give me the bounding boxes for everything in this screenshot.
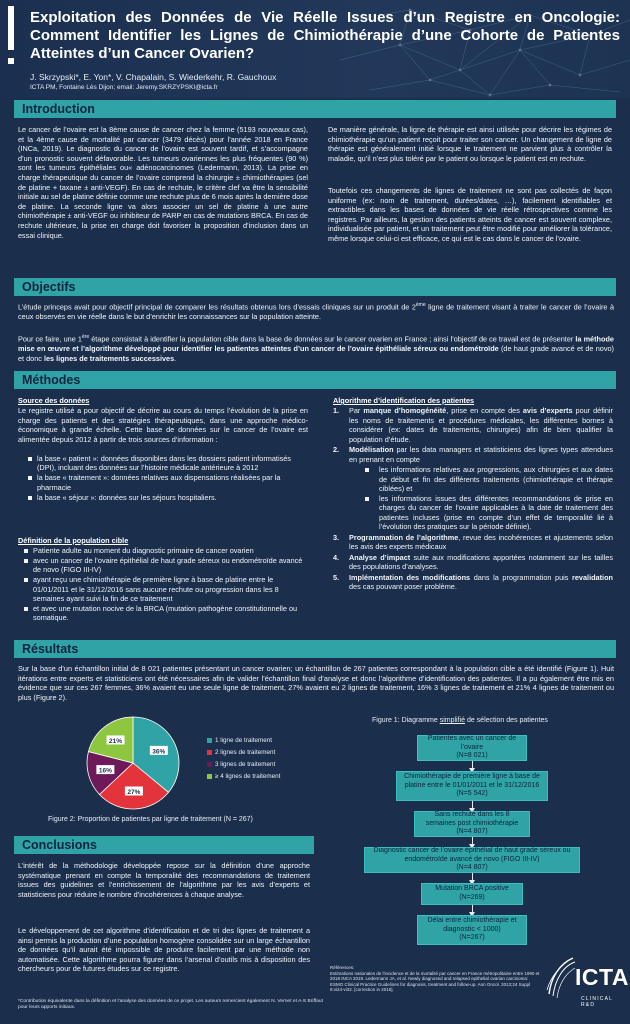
list-item: la base « patient »: données disponibles dans les dossiers patient informatisés (DPI), incluant des données sur l’histoire médicale antérieure à 2012	[26, 454, 306, 473]
source-list	[26, 454, 306, 503]
pie-chart-svg	[78, 708, 188, 818]
legend-item: 3 lignes de traitement	[207, 759, 280, 771]
footnote: *Contribution équivalente dans la définition et l’analyse des données de ce projet. Les auteurs remercient également N. Vernet et A-S Briffaut pour leurs apports initiaux.	[18, 999, 323, 1011]
population-title: Définition de la population cible	[18, 536, 129, 545]
logo-tagline: CLINICAL R&D	[581, 996, 613, 1008]
population-list	[22, 546, 306, 623]
intro-left-text: Le cancer de l’ovaire est la 8ème cause de cancer chez la femme (5193 nouveaux cas), et la 4ème cause de mortalité par cancer (3479 décès) pour l’année 2018 en France (INCa, 2019). Le diagnostic du cancer de l’ovaire est souvent tardif, et s’accompagne d’un pronostic souvent défavorable. Les tumeurs ovariennes les plus fréquentes (90 %) sont les tumeurs épithéliales ou« adénocarcinomes (Ledermann, 2013). La prise en charge thérapeutique du cancer de l’ovaire comprend la chirurgie ± chimiothérapies (sel de platine + taxane ± anti-VEGF). En cas de rechute, le critère clef va être la sensibilité initiale au sel de platine définie comme une rechute plus de 6 mois après la dernière dose de platine. La seconde ligne va alors associer un sel de platine à une autre chimiothérapie ± anti-VEGF ou inhibiteur de PARP en cas de mutations BRCA. En cas de rechute ultérieure, la prise en charge doit favoriser la proposition d’inclusion dans un essai clinique.	[18, 125, 308, 240]
pie-legend	[207, 735, 280, 783]
exclamation-icon	[6, 6, 16, 66]
arrow-down-icon	[472, 761, 473, 769]
resultats-text: Sur la base d’un échantillon initial de 8 021 patientes présentant un cancer ovarien; un échantillon de 267 patientes correspondant à la population cible a été identifié (Figure 1). Huit itérations entre experts et statisticiens ont été nécessaires afin de valider l’échantillon final d’analyse et donc l’algorithme d’identification des patientes. Il a pu également être mis en évidence que sur ces 267 femmes, 36% avaient eu une seule ligne de traitement, 27% avaient eu 2 lignes de traitement, 16% 3 lignes de traitement et 21% 4 lignes de traitement ou plus (Figure 2).	[18, 664, 614, 702]
list-item: la base « traitement »: données relatives aux dispensations réalisées par la pharmacie	[26, 473, 306, 492]
list-item: 5. Implémentation des modifications dans la programmation puis revalidation des cas pouvant poser problème.	[333, 572, 613, 591]
flow-box-4: Diagnostic cancer de l’ovaire épithélial de haut grade séreux ou endométroïde avancé de novo (FIGO III-IV) (N=4 807)	[364, 847, 580, 873]
section-resultats: Résultats	[14, 640, 616, 658]
figure-1-caption: Figure 1: Diagramme simplifié de sélection des patientes	[372, 717, 548, 724]
objectifs-paragraph-1: L’étude princeps avait pour objectif principal de comparer les résultats obtenus lors d’essais cliniques sur un produit de 2ème ligne de traitement visant à traiter le cancer de l’ovaire à ceux observés en vie réelle dans le but d’enrichir les connaissances sur la population atteinte.	[18, 302, 615, 322]
legend-swatch	[207, 750, 212, 755]
arrow-down-icon	[472, 837, 473, 845]
list-item: les informations issues des différentes recommandations de prise en charges du cancer de l’ovaire applicables à la date de traitement des patientes incluses (prise en compte d’un effet de temporalité lié à l’évolution des pratiques sur la période définie).	[363, 494, 613, 532]
poster-title: Exploitation des Données de Vie Réelle Issues d’un Registre en Oncologie: Comment Identifier les Lignes de Chimiothérapie d’une Cohorte de Patientes Atteintes d’un Cancer Ovarien?	[30, 9, 620, 62]
pie-data-label: 21%	[109, 737, 123, 745]
section-methodes: Méthodes	[14, 371, 616, 389]
flow-box-2: Chimiothérapie de première ligne à base de platine entre le 01/01/2011 et le 31/12/2016 (N=5 542)	[396, 771, 548, 801]
pie-data-label: 27%	[127, 789, 141, 797]
list-item: la base « séjour »: données sur les séjours hospitaliers.	[26, 493, 306, 502]
arrow-down-icon	[472, 905, 473, 913]
intro-right-text-1: De manière générale, la ligne de thérapie est ainsi utilisée pour décrire les régimes de chimiothérapie qu’un patient reçoit pour traiter son cancer. Un changement de ligne de thérapie est généralement initié lorsque le traitement ne parvient plus à contrôler la maladie, qu’il n’est plus toléré par le patient ou lorsque le patient est en rechute.	[328, 125, 612, 163]
authors: J. Skrzypski*, E. Yon*, V. Chapalain, S. Wiederkehr, R. Gauchoux	[30, 72, 277, 82]
legend-item: 1 ligne de traitement	[207, 735, 280, 747]
legend-swatch	[207, 762, 212, 767]
algorithm-title: Algorithme d’identification des patientes	[333, 396, 475, 405]
source-title: Source des données	[18, 396, 90, 405]
legend-swatch	[207, 774, 212, 779]
section-conclusions: Conclusions	[14, 836, 314, 854]
logo-text: ICTA	[575, 964, 629, 990]
intro-right-text-2: Toutefois ces changements de lignes de traitement ne sont pas collectés de façon uniforme (ex: nom de traitement, durées/dates, …), facilement identifiables et extractibles dans les bases de données de vie réelle rétrospectives comme les registres. Par ailleurs, la gestion des patients atteints de cancer est souvent complexe, individualisée par patient, et un traitement peut être modifié pour améliorer la tolérance, même lorsque celui-ci est efficace, ce qui est le cas dans le cancer de l’ovaire.	[328, 186, 612, 243]
section-introduction: Introduction	[14, 100, 616, 118]
figure-2-caption: Figure 2: Proportion de patientes par ligne de traitement (N = 267)	[48, 816, 253, 823]
legend-swatch	[207, 738, 212, 743]
list-item: et avec une mutation nocive de la BRCA (mutation pathogène constitutionnelle ou somatique.	[22, 604, 306, 623]
flow-box-5: Mutation BRCA positive (N=269)	[421, 883, 523, 905]
icta-logo	[545, 948, 629, 1018]
legend-item: ≥ 4 lignes de traitement	[207, 771, 280, 783]
list-item: 2. Modélisation par les data managers et statisticiens des lignes types attendues en prenant en compte les informations relatives aux progressions, aux chirurgies et aux dates de début et fin des différents traitements (chimiothérapie et thérapie ciblées) et les informations issues des différentes recommandations de prise en charges du cancer de l’ovaire applicables à la date de traitement des patientes incluses (prise en compte d’un effet de temporalité lié à l’évolution des pratiques sur la période définie).	[333, 445, 613, 531]
list-item: les informations relatives aux progressions, aux chirurgies et aux dates de début et fin des différents traitements (chimiothérapie et thérapie ciblées) et	[363, 465, 613, 494]
list-item: Patiente adulte au moment du diagnostic primaire de cancer ovarien	[22, 546, 306, 555]
list-item: 3. Programmation de l’algorithme, revue des incohérences et ajustements selon les avis des experts médicaux	[333, 532, 613, 551]
section-objectifs: Objectifs	[14, 278, 616, 296]
references: Références: Estimations nationales de l’incidence et de la mortalité par cancer en France métropolitaine entre 1990 et 2018 INCA 2019. Ledermann JA, et al. Newly diagnosed and relapsed epithelial ovarian carcinoma: ESMO Clinical Practice Guidelines for diagnosis, treatment and follow-up. Ann Oncol. 2013;24 Suppl 6:vi24-vi32. [correction in 2018].	[330, 965, 540, 993]
algorithm-steps	[333, 406, 613, 593]
source-text: Le registre utilisé a pour objectif de décrire au cours du temps l’évolution de la prise en charge des patients et des stratégies thérapeutiques, dans une approche médico-économique à grande échelle. Cette base de données sur le cancer de l’ovaire est alimentée depuis 2012 à partir de trois sources d’information :	[18, 406, 308, 444]
conclusions-paragraph-1: L’intérêt de la méthodologie développée repose sur la définition d’une approche systématique prenant en compte la temporalité des recommandations de traitement issues des guidelines et l’enrichissement de l’algorithme par les avis d’experts et statisticiens pour réduire le nombre d’incohérences à chaque analyse.	[18, 861, 310, 899]
objectifs-paragraph-2: Pour ce faire, une 1ère étape consistait à identifier la population cible dans la base de données sur le cancer ovarien en France ; ainsi l’objectif de ce travail est de présenter la méthode mise en œuvre et l’algorithme développé pour identifier les patientes atteintes d’un cancer de l’ovaire épithéliale séreux ou endométroïde (de haut grade avancé et de novo) et donc les lignes de traitements successives.	[18, 334, 614, 363]
logo-ribbon-icon	[545, 954, 577, 1000]
conclusions-paragraph-2: Le développement de cet algorithme d’identification et de tri des lignes de traitement a ainsi permis la production d’une population homogène consolidée sur un large échantillon de données qu’il aurait été impossible de produire facilement par une méthode non automatisée. Cette algorithme pourra figurer dans l’arsenal d’outils mis à disposition des chercheurs pour de futures études sur ce registre.	[18, 926, 310, 974]
arrow-down-icon	[472, 801, 473, 809]
arrow-down-icon	[472, 873, 473, 881]
flow-box-3: Sans rechute dans les 8 semaines post chimiothérapie (N=4 807)	[414, 811, 530, 837]
list-item: 1. Par manque d’homogénéité, prise en compte des avis d’experts pour définir les noms de traitements et procédures médicales, les différentes bornes à considérer (ex: dates de traitements, chirurgies) afin de bien qualifier la population d’étude.	[333, 406, 613, 444]
flow-box-6: Délai entre chimiothérapie et diagnostic < 1000) (N=267)	[417, 915, 527, 945]
pie-data-label: 36%	[152, 748, 166, 756]
flow-box-1: Patientes avec un cancer de l’ovaire (N=8 021)	[417, 735, 527, 761]
pie-data-label: 16%	[98, 767, 112, 775]
list-item: avec un cancer de l’ovaire épithélial de haut grade séreux ou endométroïde avancé de novo (FIGO III-IV)	[22, 556, 306, 575]
poster-header	[0, 0, 630, 98]
affiliation: ICTA PM, Fontaine Lès Dijon; email: Jeremy.SKRZYPSKI@icta.fr	[30, 84, 218, 91]
list-item: 4. Analyse d’impact suite aux modifications apportées notamment sur les tailles des populations d’analyses.	[333, 552, 613, 571]
legend-item: 2 lignes de traitement	[207, 747, 280, 759]
list-item: ayant reçu une chimiothérapie de première ligne à base de platine entre le 01/01/2011 et le 31/12/2016 sans aucune rechute ou progression dans les 8 semaines ayant suivi la fin de ce traitement	[22, 575, 306, 603]
